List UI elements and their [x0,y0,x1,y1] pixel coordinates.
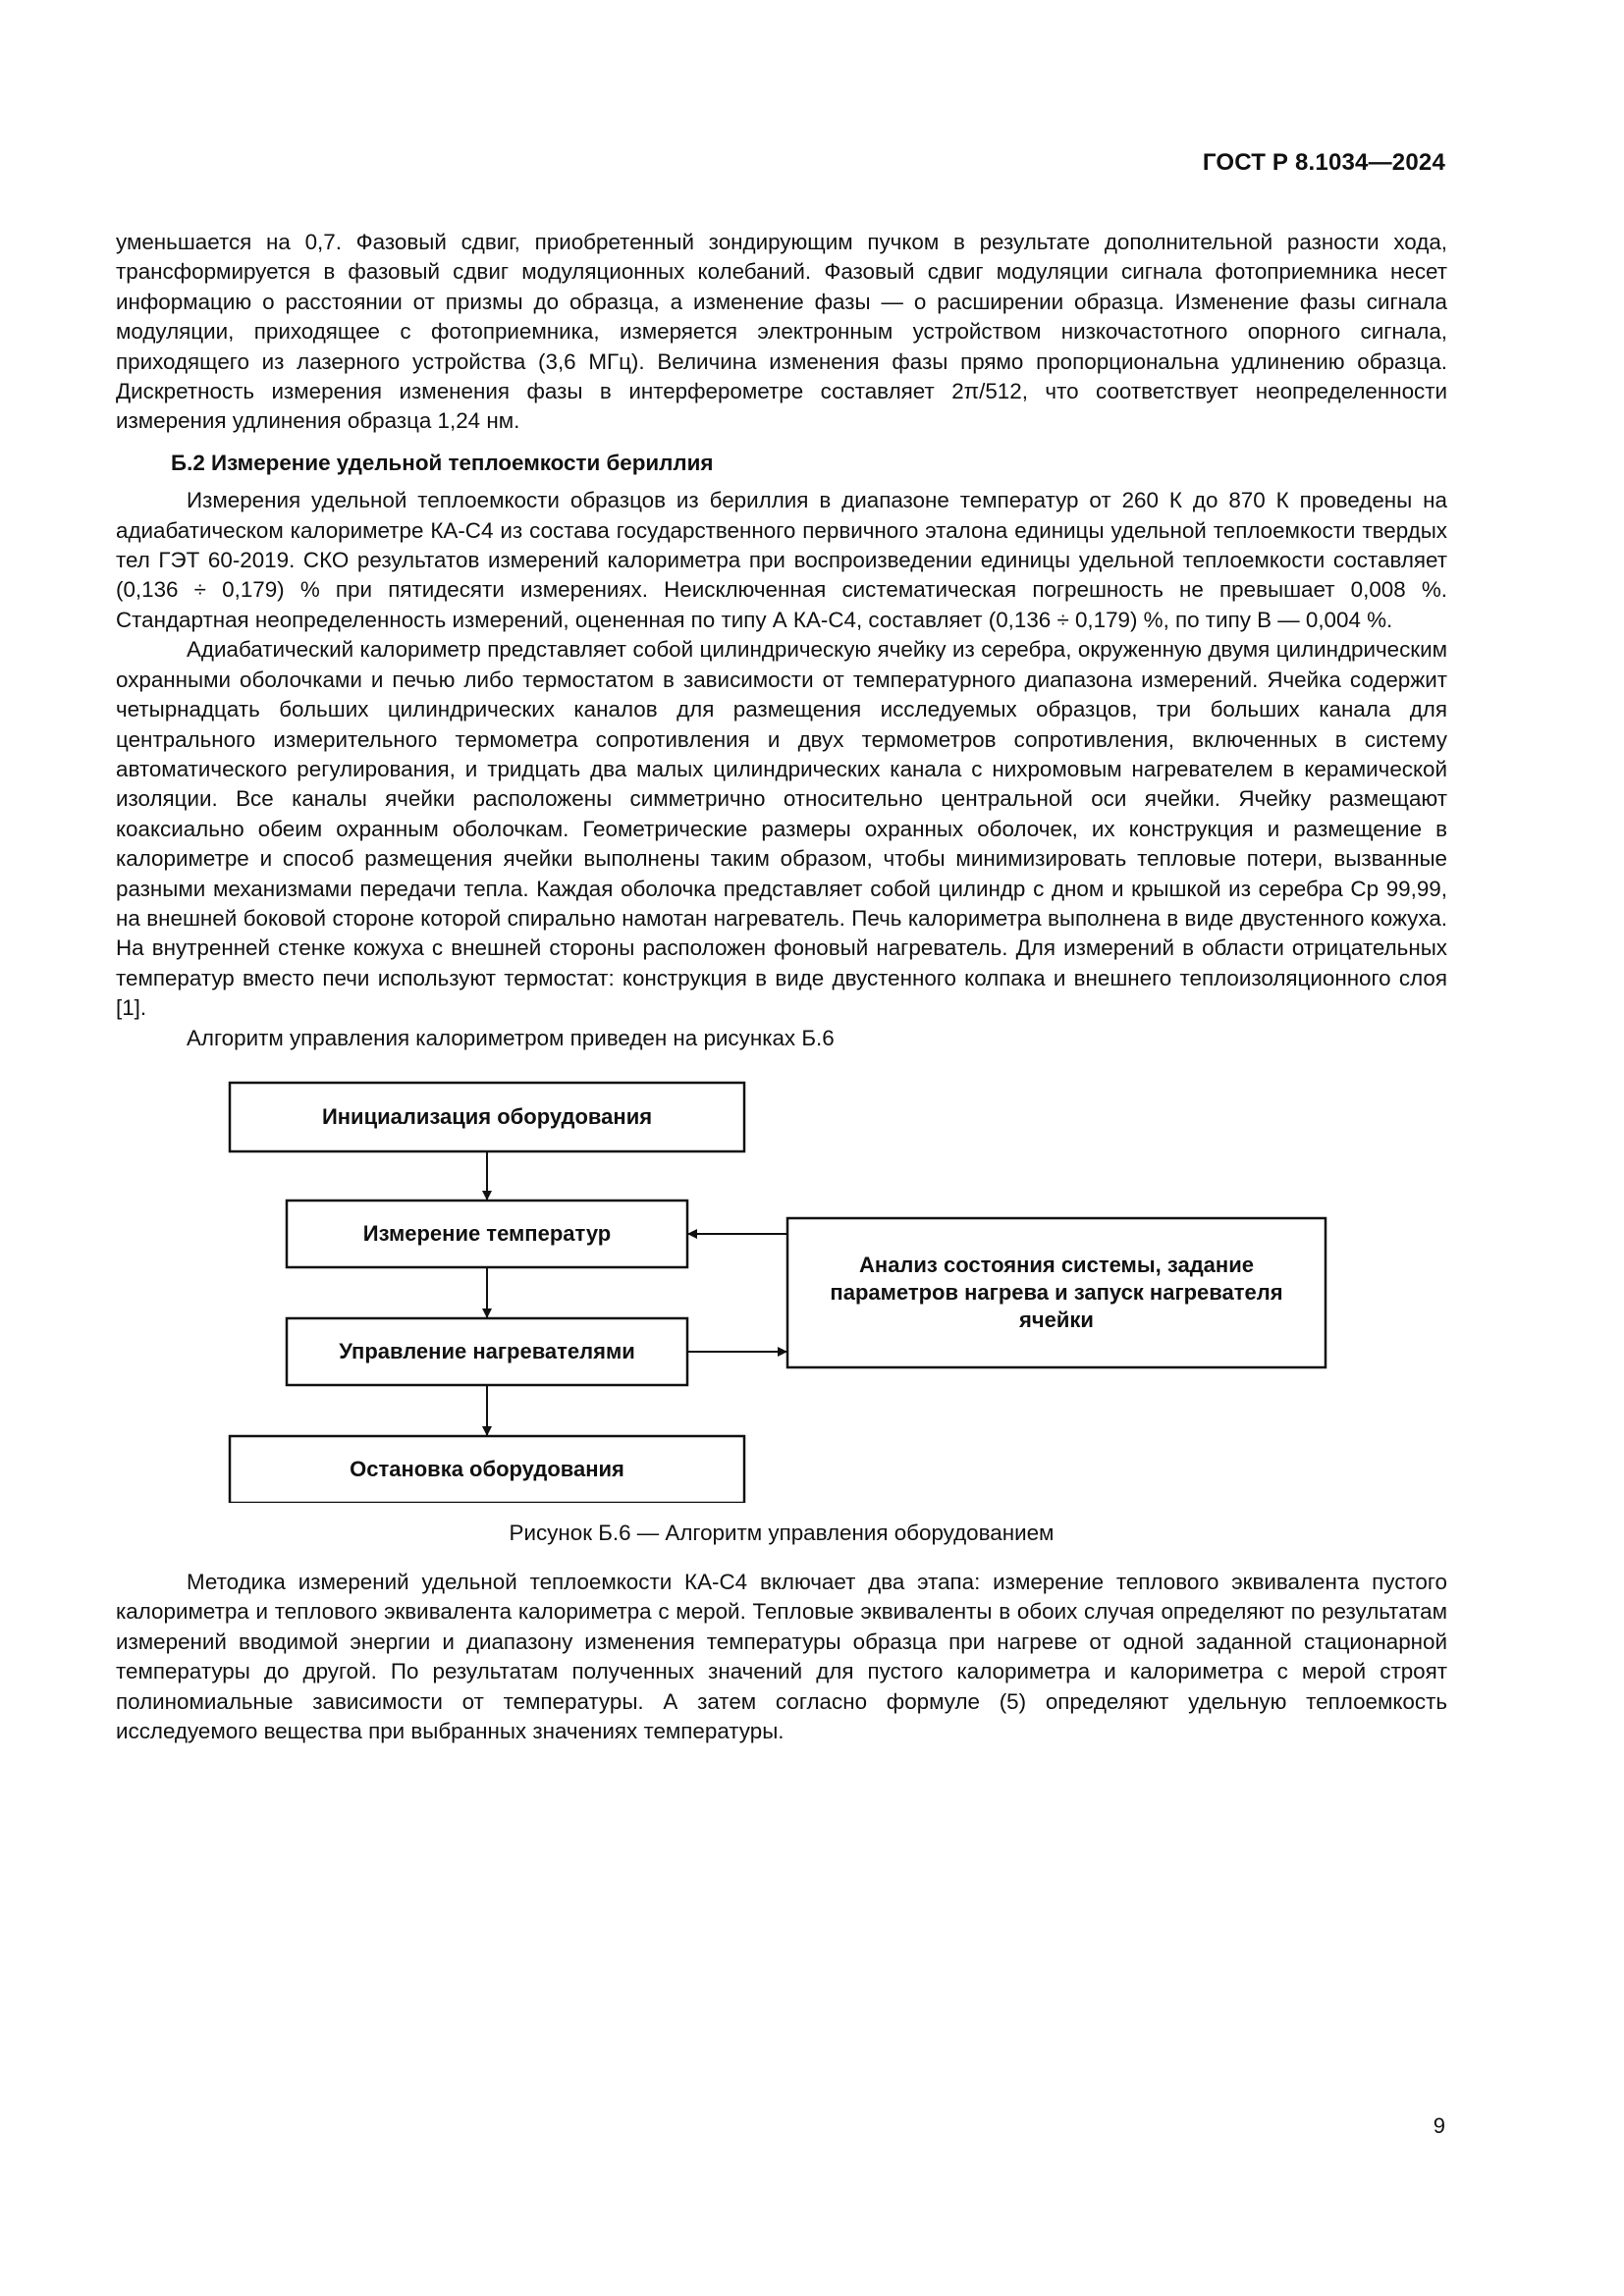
section-paragraph-2: Адиабатический калориметр представляет собой цилиндрическую ячейку из серебра, окруженную двумя цилиндрическим охранными оболочками и печью либо термостатом в зависимости от температурного диапазона измерений. Ячейка содержит четырнадцать больших цилиндрических каналов для размещения исследуемых образцов, три больших канала для центрального измерительного термометра сопротивления и двух термометров сопротивления, включенных в систему автоматического регулирования, и тридцать два малых цилиндрических канала с нихромовым нагревателем в керамической изоляции. Все каналы ячейки расположены симметрично относительно центральной оси ячейки. Ячейку размещают коаксиально обеим охранным оболочкам. Геометрические размеры охранных оболочек, их конструкция и размещение в калориметре и способ размещения ячейки выполнены таким образом, чтобы минимизировать тепловые потери, вызванные разными механизмами передачи тепла. Каждая оболочка представляет собой цилиндр с дном и крышкой из серебра Ср 99,99, на внешней боковой стороне которой спирально намотан нагреватель. Печь калориметра выполнена в виде двустенного кожуха. На внутренней стенке кожуха с внешней стороны расположен фоновый нагреватель. Для измерений в области отрицательных температур вместо печи используют термостат: конструкция в виде двустенного колпака и внешнего теплоизоляционного слоя [1]. [116,637,1447,1021]
section-paragraph-1: Измерения удельной теплоемкости образцов из бериллия в диапазоне температур от 260 К до 870 К проведены на адиабатическом калориметре КА-С4 из состава государственного первичного эталона единицы удельной теплоемкости твердых тел ГЭТ 60-2019. СКО результатов измерений калориметра при воспроизведении единицы удельной теплоемкости составляет (0,136 ÷ 0,179) % при пятидесяти измерениях. Неисключенная систематическая погрешность не превышает 0,008 %. Стандартная неопределенность измерений, оцененная по типу А КА-С4, составляет (0,136 ÷ 0,179) %, по типу В — 0,004 %. [116,488,1447,632]
figure-caption: Рисунок Б.6 — Алгоритм управления оборудованием [509,1520,1055,1545]
box-init-label: Инициализация оборудования [321,1103,653,1129]
box-analysis-label: Анализ состояния системы, задание параметров нагрева и запуск нагревателя ячейки [830,1252,1283,1332]
page-content [116,228,1447,1746]
section-paragraph-3: Алгоритм управления калориметром приведен на рисунках Б.6 [187,1025,835,1050]
method-paragraph: Методика измерений удельной теплоемкости КА-С4 включает два этапа: измерение теплового эквивалента пустого калориметра и теплового эквивалента калориметра с мерой. Тепловые эквиваленты в обоих случая определяют по результатам измерений вводимой энергии и диапазону изменения температуры образца при нагреве от одной заданной стационарной температуры до другой. По результатам полученных значений для пустого калориметра и калориметра с мерой строят полиномиальные зависимости от температуры. А затем согласно формуле (5) определяют удельную теплоемкость исследуемого вещества при выбранных значениях температуры. [116,1569,1447,1743]
document-header: ГОСТ Р 8.1034—2024 [1202,149,1445,176]
intro-paragraph: уменьшается на 0,7. Фазовый сдвиг, приобретенный зондирующим пучком в результате дополнительной разности хода, трансформируется в фазовый сдвиг модуляционных колебаний. Фазовый сдвиг модуляции сигнала фотоприемника несет информацию о расстоянии от призмы до образца, а изменение фазы — о расширении образца. Изменение фазы сигнала модуляции, приходящее с фотоприемника, измеряется электронным устройством низкочастотного опорного сигнала, приходящего из лазерного устройства (3,6 МГц). Величина изменения фазы прямо пропорциональна удлинению образца. Дискретность измерения изменения фазы в интерферометре составляет 2π/512, что соответствует неопределенности измерения удлинения образца 1,24 нм. [116,230,1447,434]
flowchart-figure [116,1071,1447,1562]
box-measure-label: Измерение температур [362,1220,612,1246]
section-heading: Б.2 Измерение удельной теплоемкости бериллия [171,450,714,475]
page-number: 9 [1433,2113,1445,2138]
box-control-label: Управление нагревателями [339,1338,635,1363]
box-stop-label: Остановка оборудования [350,1456,624,1481]
